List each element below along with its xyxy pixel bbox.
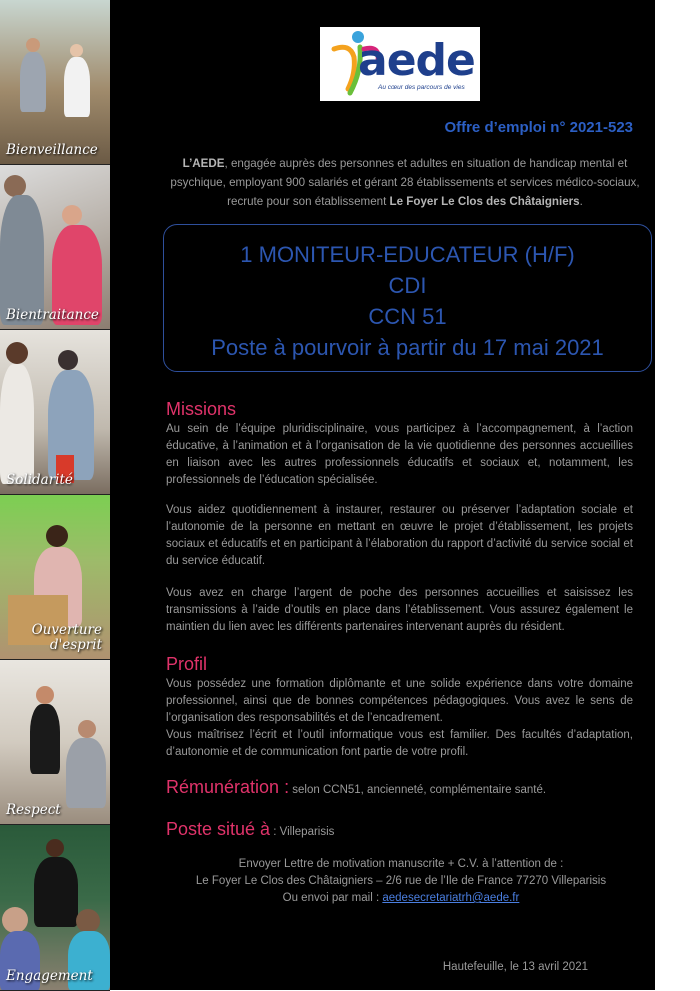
label-solidarite: Solidarité — [6, 472, 73, 488]
location-line — [166, 819, 334, 840]
location-label: Poste situé à — [166, 819, 271, 839]
job-start: Poste à pourvoir à partir du 17 mai 2021 — [211, 335, 604, 360]
remuneration-line — [166, 777, 546, 798]
photo-strip — [0, 0, 110, 990]
intro-paragraph: L’AEDE, engagée auprès des personnes et adultes en situation de handicap mental et psychique, employant 900 salariés et gérant 28 établissements et services médico-sociaux, recrute pour son établissement Le Foyer Le Clos des Châtaigniers. — [170, 157, 640, 208]
photo-bienveillance — [0, 0, 110, 165]
profil-paragraph-1: Vous possédez une formation diplômante et une solide expérience dans votre domaine professionnel, ainsi que de bonnes compétences pédagogiques. Vous avez le sens de l’organisation des responsabilités et de l’encadrement. — [166, 678, 633, 724]
job-contract: CDI — [388, 273, 427, 298]
logo-word: aede — [358, 35, 475, 86]
profil-title: Profil — [166, 654, 208, 674]
job-title: 1 MONITEUR-EDUCATEUR (H/F) — [240, 242, 575, 267]
photo-solidarite — [0, 330, 110, 495]
label-ouverture: Ouverture d'esprit — [31, 622, 102, 653]
contact-block — [166, 856, 636, 907]
remuneration-value: selon CCN51, ancienneté, complémentaire santé. — [289, 784, 547, 796]
contact-line-2: Le Foyer Le Clos des Châtaigniers – 2/6 rue de l’Ile de France 77270 Villeparisis — [195, 875, 607, 887]
photo-respect — [0, 660, 110, 825]
job-convention: CCN 51 — [368, 304, 447, 329]
contact-email-link[interactable]: aedesecretariatrh@aede.fr — [382, 892, 520, 904]
intro-site: Le Foyer Le Clos des Châtaigniers — [389, 195, 580, 208]
intro-org: L’AEDE — [182, 157, 225, 170]
label-bienveillance: Bienveillance — [6, 142, 98, 158]
remuneration-label: Rémunération : — [166, 777, 290, 797]
offer-number: Offre d’emploi n° 2021-523 — [444, 119, 633, 136]
label-bientraitance: Bientraitance — [6, 307, 99, 323]
document-date: Hautefeuille, le 13 avril 2021 — [442, 961, 588, 973]
logo-tagline: Au cœur des parcours de vies — [378, 84, 465, 91]
label-respect: Respect — [6, 802, 61, 818]
missions-paragraph-1: Au sein de l’équipe pluridisciplinaire, vous participez à l’accompagnement, à l’action éducative, à l’animation et à l’organisation de la vie quotidienne des personnes accueillies en liaison avec les autres professionnels éducatifs et sociaux et, notamment, les professionnels de l’éducation spécialisée. — [166, 423, 633, 486]
aede-logo — [320, 27, 480, 101]
missions-paragraph-2: Vous aidez quotidiennement à instaurer, restaurer ou préserver l’adaptation sociale et l’autonomie de la personne en mettant en œuvre le projet d’établissement, les projets sociaux et éducatifs et en participant à l’élaboration du rapport d’activité du service social et du service éducatif. — [166, 504, 633, 567]
missions-paragraph-3: Vous avez en charge l’argent de poche des personnes accueillies et saisissez les transmissions à l’aide d’outils en place dans l’établissement. Vous assurez également le maintien du lien avec les différents partenaires intervenant auprès du résident. — [166, 587, 633, 633]
contact-line-3: Ou envoi par mail : aedesecretariatrh@aede.fr — [282, 892, 520, 904]
location-value: : Villeparisis — [270, 826, 335, 838]
job-box — [163, 224, 652, 372]
photo-ouverture — [0, 495, 110, 660]
profil-paragraph-2: Vous maîtrisez l’écrit et l’outil informatique vous est familier. Des facultés d’adaptation, d’autonomie et de communication font partie de votre profil. — [166, 729, 633, 758]
photo-engagement — [0, 825, 110, 991]
photo-bientraitance — [0, 165, 110, 330]
contact-line-1: Envoyer Lettre de motivation manuscrite + C.V. à l’attention de : — [238, 858, 564, 870]
intro-text: , engagée auprès des personnes et adultes en situation de handicap mental et psychique, employant 900 salariés et gérant 28 établissements et services médico-sociaux, recrute pour son établissement — [170, 157, 640, 208]
missions-title: Missions — [166, 399, 237, 419]
label-engagement: Engagement — [6, 968, 93, 984]
